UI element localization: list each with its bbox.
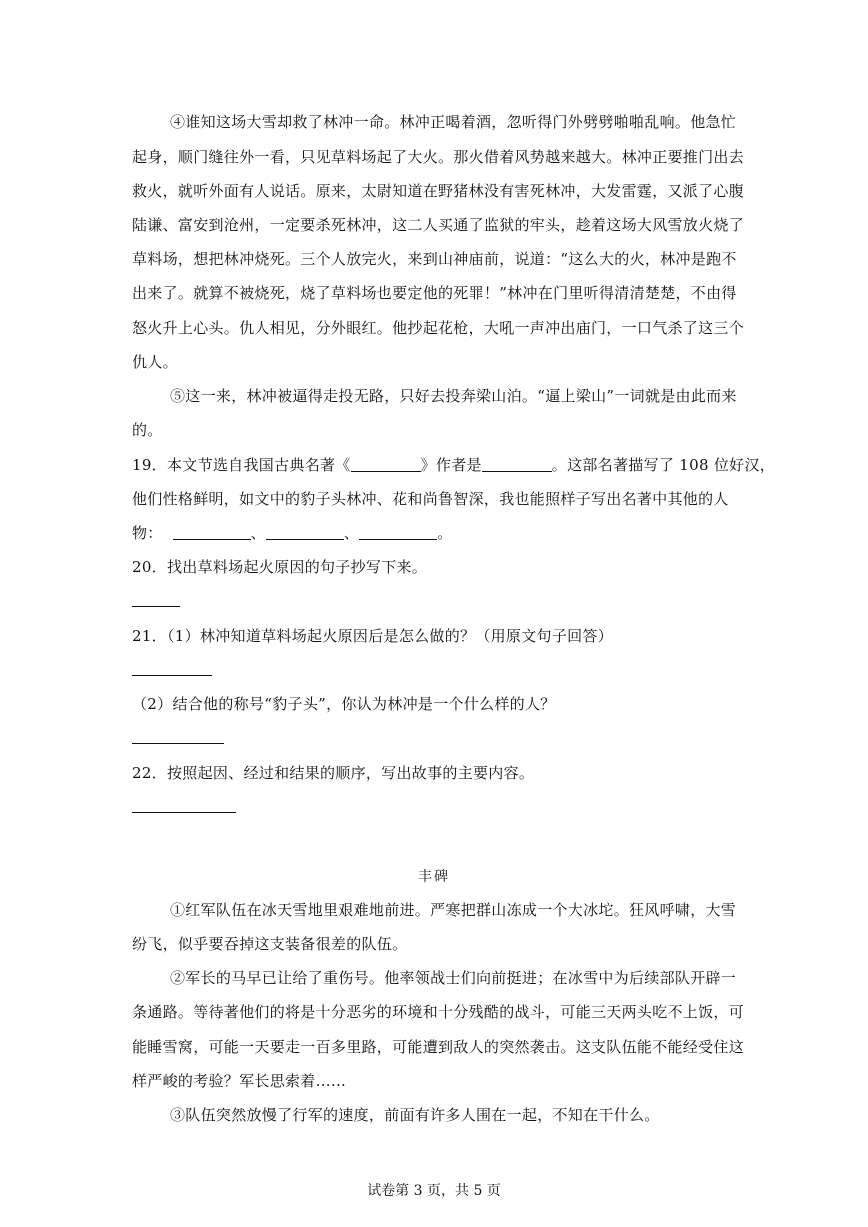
question-21-part-1: 21．（1）林冲知道草料场起火原因后是怎么做的？（用原文句子回答） [132, 627, 614, 645]
page-footer: 试卷第 3 页，共 5 页 [367, 1183, 501, 1199]
character-blank-3[interactable] [359, 525, 437, 540]
question-19-end: 。 [437, 524, 453, 542]
author-blank[interactable] [482, 457, 552, 472]
question-19-text-a: 19．本文节选自我国古典名著《 [132, 456, 351, 474]
story-p2-line-2: 条通路。等待著他们的将是十分恶劣的环境和十分残酷的战斗，可能三天两头吃不上饭，可 [132, 1003, 745, 1021]
passage-p4-line-5: 草料场，想把林冲烧死。三个人放完火，来到山神庙前，说道：“这么大的火，林冲是跑不 [132, 250, 737, 268]
question-22: 22．按照起因、经过和结果的顺序，写出故事的主要内容。 [132, 764, 535, 782]
book-title-blank[interactable] [351, 457, 421, 472]
question-19-text-c: 。这部名著描写了 108 位好汉， [551, 456, 776, 474]
question-19-line-1 [132, 455, 776, 475]
passage-p4-line-4: 陆谦、富安到沧州，一定要杀死林冲，这二人买通了监狱的牢头，趁着这场大风雪放火烧了 [132, 216, 745, 234]
story-p2-line-4: 样严峻的考验？军长思索着…… [132, 1072, 347, 1090]
passage-p4-line-1: ④谁知这场大雪却救了林冲一命。林冲正喝着酒，忽听得门外劈劈啪啪乱响。他急忙 [170, 113, 737, 131]
story-p2-line-3: 能睡雪窝，可能一天要走一百多里路，可能遭到敌人的突然袭击。这支队伍能不能经受住这 [132, 1038, 745, 1056]
separator-1: 、 [250, 524, 266, 542]
passage-p5-line-2: 的。 [132, 421, 163, 439]
question-19-prefix: 物： [132, 524, 163, 542]
question-21-part-2: （2）结合他的称号“豹子头”，你认为林冲是一个什么样的人？ [132, 695, 556, 713]
character-blank-1[interactable] [173, 525, 251, 540]
passage-p4-line-6: 出来了。就算不被烧死，烧了草料场也要定他的死罪！”林冲在门里听得清清楚楚，不由得 [132, 284, 737, 302]
answer-line-21-2[interactable] [132, 742, 224, 744]
separator-2: 、 [343, 524, 360, 542]
story-p3-line-1: ③队伍突然放慢了行军的速度，前面有许多人围在一起，不知在干什么。 [170, 1106, 660, 1124]
question-19-text-b: 》作者是 [420, 456, 482, 474]
question-19-line-2: 他们性格鲜明，如文中的豹子头林冲、花和尚鲁智深，我也能照样子写出名著中其他的人 [132, 490, 729, 508]
passage-p5-line-1: ⑤这一来，林冲被逼得走投无路，只好去投奔梁山泊。“逼上梁山”一词就是由此而来 [170, 387, 737, 405]
question-20: 20．找出草料场起火原因的句子抄写下来。 [132, 558, 428, 576]
answer-line-20[interactable] [132, 605, 180, 607]
story-title: 丰碑 [418, 869, 450, 885]
passage-p4-line-7: 怒火升上心头。仇人相见，分外眼红。他抄起花枪，大吼一声冲出庙门，一口气杀了这三个 [132, 319, 745, 337]
story-p2-line-1: ②军长的马早已让给了重伤号。他率领战士们向前挺进；在冰雪中为后续部队开辟一 [170, 969, 737, 987]
story-p1-line-1: ①红军队伍在冰天雪地里艰难地前进。严寒把群山冻成一个大冰坨。狂风呼啸，大雪 [170, 901, 737, 919]
character-blank-2[interactable] [266, 525, 344, 540]
passage-p4-line-2: 起身，顺门缝往外一看，只见草料场起了大火。那火借着风势越来越大。林冲正要推门出去 [132, 148, 745, 166]
story-p1-line-2: 纷飞，似乎要吞掉这支装备很差的队伍。 [132, 935, 408, 953]
answer-line-21-1[interactable] [132, 674, 212, 676]
passage-p4-line-8: 仇人。 [132, 353, 178, 371]
passage-p4-line-3: 救火，就听外面有人说话。原来，太尉知道在野猪林没有害死林冲，大发雷霆，又派了心腹 [132, 182, 745, 200]
answer-line-22[interactable] [132, 811, 236, 813]
question-19-line-3 [132, 523, 742, 543]
